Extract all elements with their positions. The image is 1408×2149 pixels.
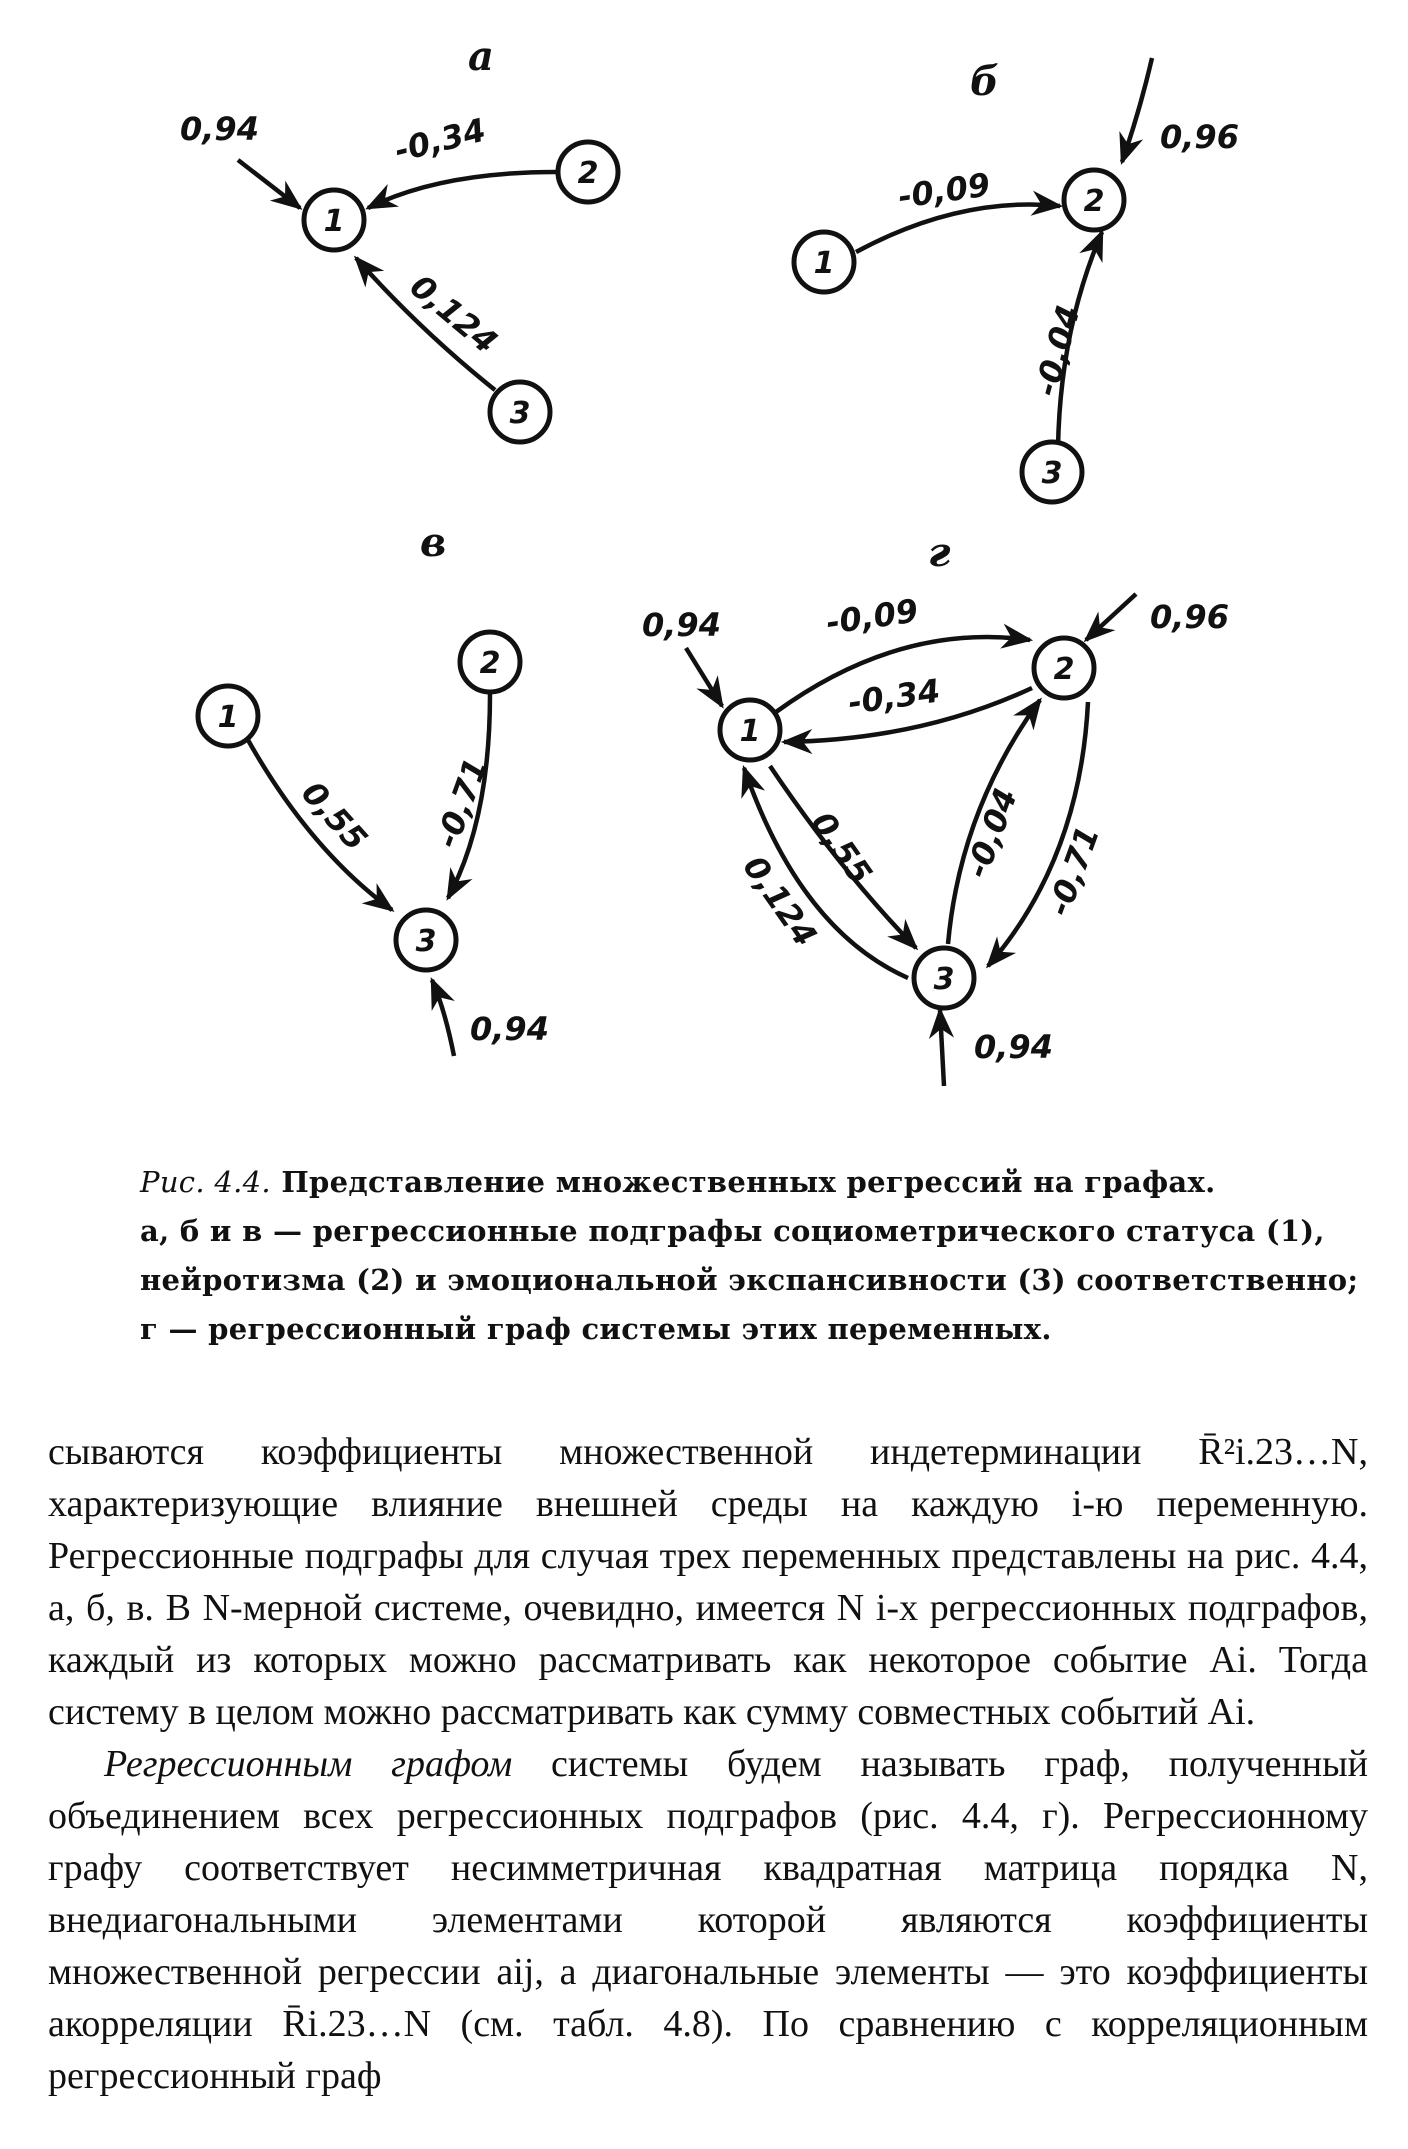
- svg-text:2: 2: [577, 156, 599, 191]
- label-a-ext-1: 0,94: [180, 110, 259, 148]
- panel-b: [794, 58, 1239, 502]
- caption-line-4: г — регрессионный граф системы этих переменных.: [140, 1312, 1052, 1346]
- svg-text:1: 1: [217, 700, 239, 735]
- edge-a-2-1: [368, 172, 556, 208]
- node-b-1: [794, 232, 854, 292]
- caption-prefix: Рис. 4.4.: [140, 1165, 271, 1199]
- node-b-2: [1064, 170, 1124, 230]
- paragraph-1: сываются коэффициенты множественной индетерминации R̄²i.23…N, характеризующие влияние внешней среды на каждую i-ю переменную. Регрессионные подграфы для случая трех переменных представлены на рис. 4.4, а, б, в. В N-мерной системе, очевидно, имеется N i-х регрессионных подграфов, каждый из которых можно рассматривать как некоторое событие Ai. Тогда систему в целом можно рассматривать как сумму совместных событий Ai.: [48, 1431, 1368, 1733]
- edge-g-ext-2: [1086, 594, 1136, 640]
- label-g-3-2: -0,04: [957, 783, 1026, 883]
- label-g-ext-1: 0,94: [642, 606, 721, 644]
- label-v-1-3: 0,55: [294, 773, 376, 859]
- label-g-1-3: 0,55: [803, 804, 880, 892]
- caption-line-2: а, б и в — регрессионные подграфы социометрического статуса (1),: [140, 1214, 1325, 1248]
- node-g-1: [720, 700, 780, 760]
- edge-g-ext-1: [686, 648, 722, 706]
- panel-g: [642, 529, 1229, 1086]
- svg-text:3: 3: [933, 962, 955, 997]
- edge-b-ext-2: [1122, 58, 1152, 162]
- edge-b-1-2: [856, 204, 1060, 252]
- node-b-3: [1022, 442, 1082, 502]
- svg-text:3: 3: [1041, 456, 1063, 491]
- label-b-1-2: -0,09: [895, 165, 993, 216]
- node-g-2: [1034, 638, 1094, 698]
- edge-a-ext-1: [238, 160, 300, 208]
- label-b-ext-2: 0,96: [1160, 118, 1239, 156]
- caption-title: Представление множественных регрессий на графах.: [281, 1165, 1216, 1199]
- edge-v-ext-3: [432, 980, 454, 1056]
- node-v-1: [198, 686, 258, 746]
- panel-g-label: г: [928, 529, 951, 576]
- paragraph-2-rest: системы будем называть граф, полученный объединением всех регрессионных подграфов (рис. 4.4, г). Регрессионному графу соответствует несимметричная квадратная матрица порядка N, внедиагональными элементами которой являются коэффициенты множественной регрессии aij, а диагональные элементы — это коэффициенты акорреляции R̄i.23…N (см. табл. 4.8). По сравнению с корреляционным регрессионный граф: [48, 1743, 1368, 2097]
- svg-text:2: 2: [1083, 184, 1105, 219]
- label-v-ext-3: 0,94: [470, 1010, 549, 1048]
- node-v-2: [460, 632, 520, 692]
- panel-a: [180, 33, 618, 442]
- label-g-2-1: -0,34: [845, 671, 943, 722]
- label-b-3-2: -0,04: [1027, 301, 1088, 401]
- node-a-2: [558, 142, 618, 202]
- label-a-3-1: 0,124: [402, 267, 505, 362]
- figure-caption: [140, 1158, 1360, 1354]
- svg-text:1: 1: [813, 246, 835, 281]
- svg-text:3: 3: [415, 924, 437, 959]
- panel-a-label: а: [468, 33, 494, 80]
- label-g-2-3: -0,71: [1039, 821, 1108, 921]
- panel-v-label: в: [420, 519, 447, 566]
- node-a-1: [304, 190, 364, 250]
- term-regression-graph: Регрессионным графом: [104, 1743, 513, 1785]
- svg-text:1: 1: [739, 714, 761, 749]
- label-g-1-2: -0,09: [823, 591, 921, 642]
- panel-v: [198, 519, 549, 1056]
- svg-text:2: 2: [479, 646, 501, 681]
- label-a-2-1: -0,34: [390, 110, 490, 170]
- node-g-3: [914, 948, 974, 1008]
- svg-text:1: 1: [323, 204, 345, 239]
- node-a-3: [490, 382, 550, 442]
- svg-text:2: 2: [1053, 652, 1075, 687]
- edge-g-ext-3: [940, 1010, 944, 1086]
- paragraph-2: [48, 1738, 1368, 2102]
- label-g-ext-3: 0,94: [974, 1028, 1053, 1066]
- caption-line-3: нейротизма (2) и эмоциональной экспансивности (3) соответственно;: [140, 1263, 1359, 1297]
- svg-text:3: 3: [509, 396, 531, 431]
- label-g-ext-2: 0,96: [1150, 598, 1229, 636]
- caption-line-1: [140, 1158, 1360, 1207]
- panel-b-label: б: [970, 58, 999, 105]
- body-text: [48, 1426, 1368, 2102]
- node-v-3: [396, 910, 456, 970]
- label-g-3-1: 0,124: [735, 848, 825, 954]
- label-v-2-3: -0,71: [427, 753, 496, 853]
